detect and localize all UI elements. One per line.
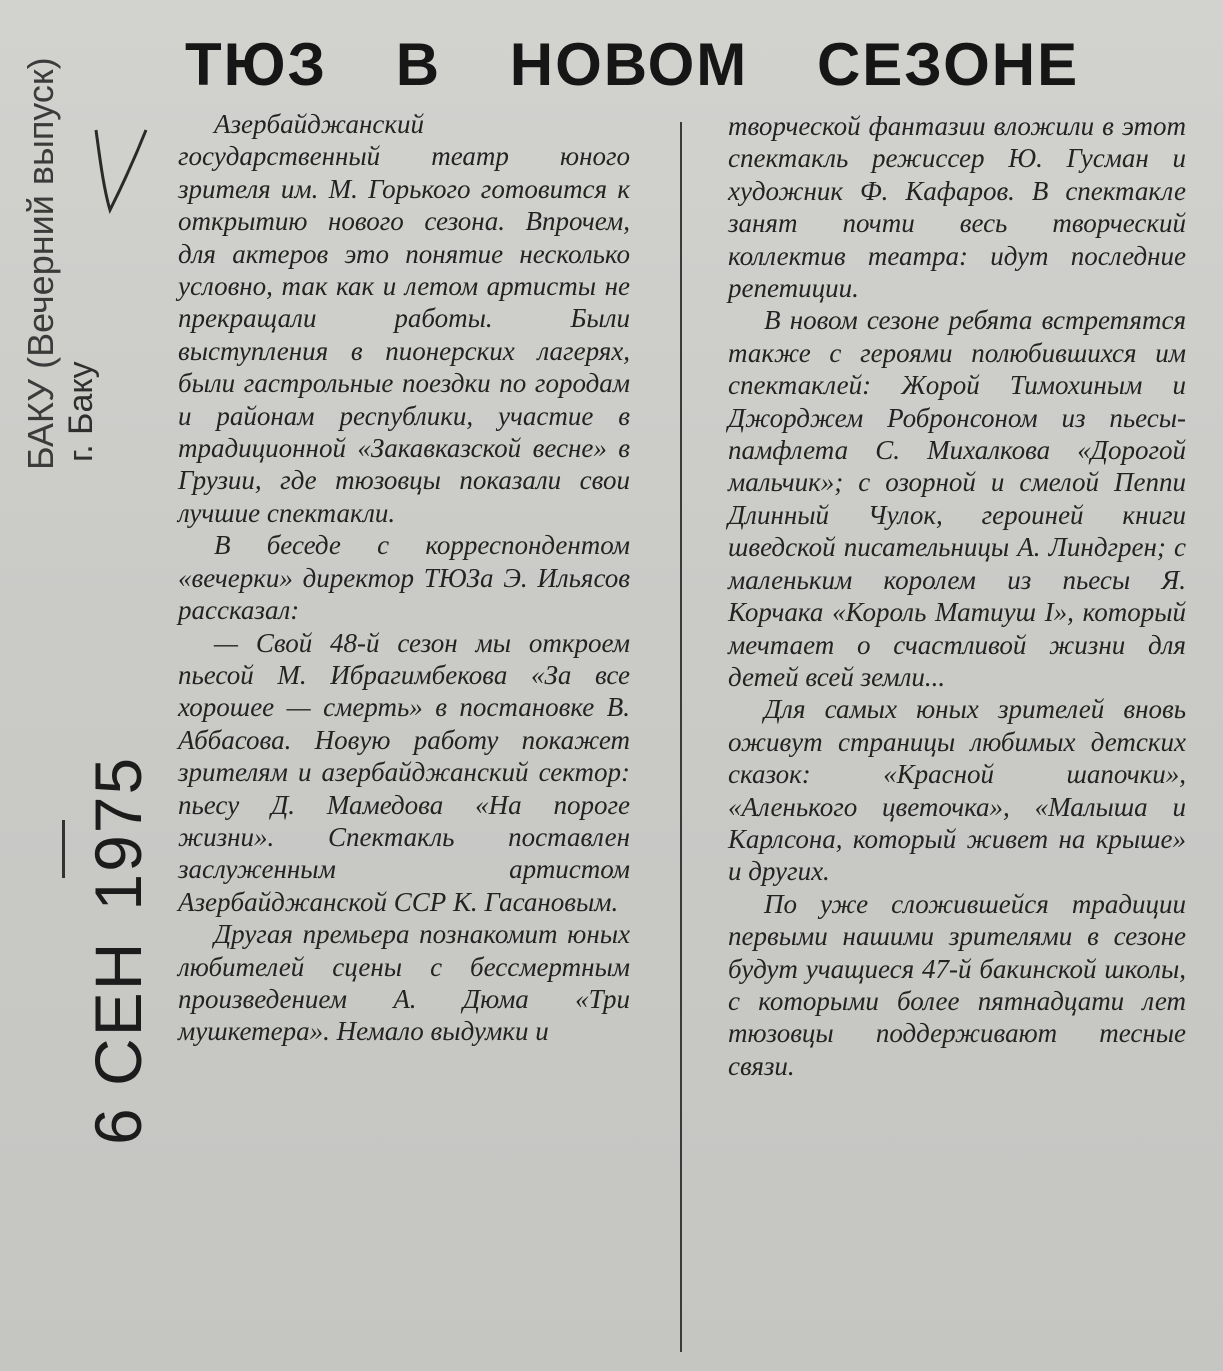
paragraph: Для самых юных зрителей вновь оживут страницы любимых детских сказок: «Красной шапочки», «Аленького цветочка», «Малыша и Карлсона, который живет на крыше» и других. — [728, 694, 1186, 887]
paragraph: — Свой 48-й сезон мы откроем пьесой М. Ибрагимбекова «За все хорошее — смерть» в постановке В. Аббасова. Новую работу покажет зрителям и азербайджанский сектор: пьесу Д. Мамедова «На пороге жизни». Спектакль поставлен заслуженным артистом Азербайджанской ССР К. Гасановым. — [178, 627, 630, 917]
column-divider — [680, 122, 682, 1352]
date-stamp-dash — [62, 820, 65, 878]
paragraph: Азербайджанский государственный театр юного зрителя им. М. Горького готовится к открытию нового сезона. Впрочем, для актеров это понятие несколько условно, так как и летом артисты не прекращали работы. Были выступления в пионерских лагерях, были гастрольные поездки по городам и районам республики, участие в традиционной «Закавказской весне» в Грузии, где тюзовцы показали свои лучшие спектакли. — [178, 109, 630, 528]
source-stamp — [20, 50, 140, 470]
article-right-column — [728, 110, 1186, 1082]
paragraph: творческой фантазии вложили в этот спектакль режиссер Ю. Гусман и художник Ф. Кафаров. В спектакле занят почти весь творческий коллектив театра: идут последние репетиции. — [728, 111, 1186, 304]
paragraph: В новом сезоне ребята встретятся также с героями полюбившихся им спектаклей: Жорой Тимохиным и Джорджем Робронсоном из пьесы-памфлета С. Михалкова «Дорогой мальчик»; с озорной и смелой Пеппи Длинный Чулок, героиней книги шведской писательницы А. Линдгрен; с маленьким королем из пьесы Я. Корчака «Король Матиуш I», который мечтает о счастливой жизни для детей всей земли... — [728, 305, 1186, 692]
source-stamp-line1: БАКУ (Вечерний выпуск) — [20, 57, 61, 470]
source-stamp-line2: г. Баку — [62, 361, 100, 462]
headline: ТЮЗ В НОВОМ СЕЗОНЕ — [185, 31, 1080, 98]
paragraph: Другая премьера познакомит юных любителей сцены с бессмертным произведением А. Дюма «Три мушкетера». Немало выдумки и — [178, 919, 630, 1047]
paragraph: По уже сложившейся традиции первыми нашими зрителями в сезоне будут учащиеся 47-й бакинской школы, с которыми более пятнадцати лет тюзовцы поддерживают тесные связи. — [728, 888, 1186, 1081]
paragraph: В беседе с корреспондентом «вечерки» директор ТЮЗа Э. Ильясов рассказал: — [178, 530, 630, 626]
date-stamp-year: 1975 — [81, 755, 155, 911]
article-left-column — [178, 108, 630, 1048]
date-stamp — [80, 725, 160, 1145]
date-stamp-day-month: 6 СЕН — [81, 940, 155, 1145]
